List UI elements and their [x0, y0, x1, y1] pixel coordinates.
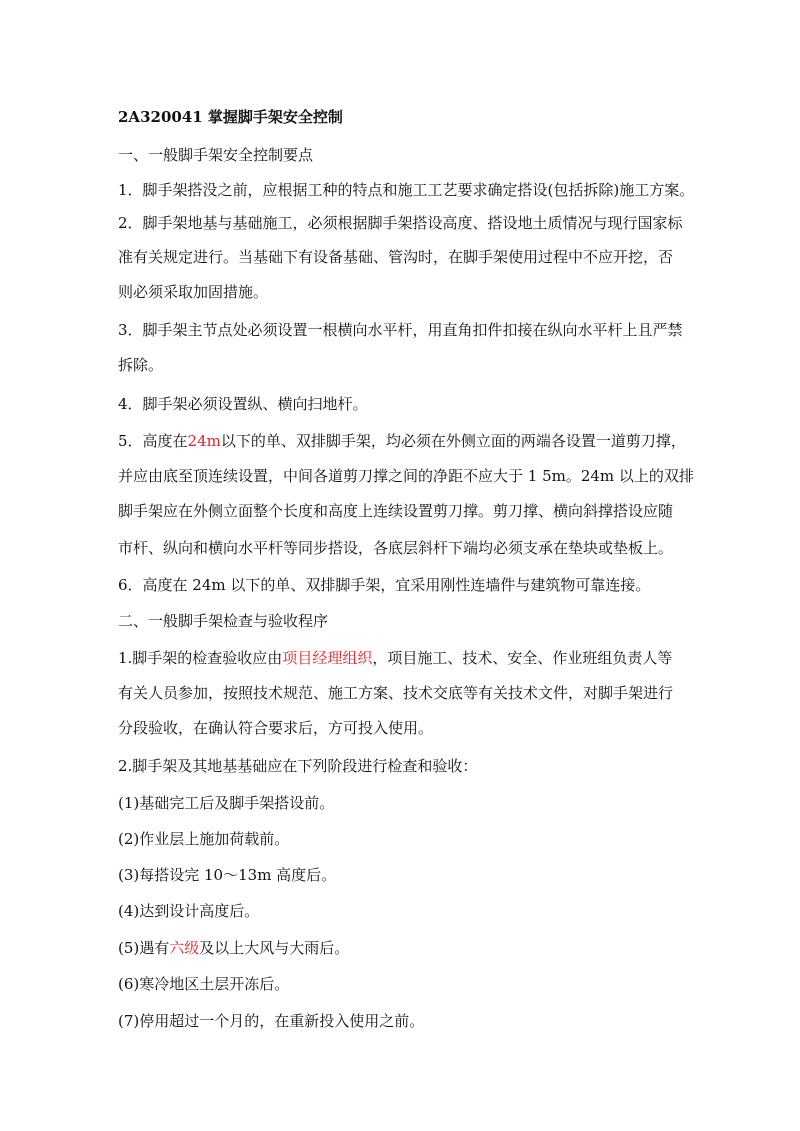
highlight-24m: 24m — [187, 432, 221, 450]
q1-line-3: 分段验收，在确认符合要求后，方可投入使用。 — [118, 719, 434, 737]
list-item-5 — [118, 936, 349, 960]
section-heading-1: 一、一般脚手架安全控制要点 — [118, 146, 314, 164]
list-item-6: (6)寒冷地区土层开冻后。 — [118, 975, 290, 993]
paragraph-3-line-1: 3．脚手架主节点处必须设置一根横向水平杆，用直角扣件扣接在纵向水平杆上且严禁 — [118, 321, 683, 339]
paragraph-2-line-2: 准有关规定进行。当基础下有设备基础、管沟时，在脚手架使用过程中不应开挖，否 — [118, 248, 674, 266]
q1-line-2: 有关人员参加，按照技术规范、施工方案、技术交底等有关技术文件，对脚手架进行 — [118, 684, 674, 702]
q2: 2.脚手架及其地基基础应在下列阶段进行检查和验收： — [118, 757, 478, 775]
paragraph-2-line-1: 2．脚手架地基与基础施工，必须根据脚手架搭设高度、搭设地土质情况与现行国家标 — [118, 214, 683, 232]
paragraph-2-line-3: 则必须采取加固措施。 — [118, 283, 269, 301]
list-item-3: (3)每搭设完 10～13m 高度后。 — [118, 866, 337, 884]
paragraph-1: 1．脚手架搭没之前，应根据工种的特点和施工工艺要求确定搭设(包括拆除)施工方案。 — [118, 181, 695, 199]
list-item-1: (1)基础完工后及脚手架搭设前。 — [118, 794, 335, 812]
list-item-5-text-b: 及以上大风与大雨后。 — [199, 939, 350, 957]
page-title: 2A320041 掌握脚手架安全控制 — [118, 108, 343, 126]
section-heading-2: 二、一般脚手架检查与验收程序 — [118, 612, 329, 630]
paragraph-5-text-a: 5．高度在 — [118, 432, 188, 450]
list-item-4: (4)达到设计高度后。 — [118, 902, 260, 920]
list-item-2: (2)作业层上施加荷载前。 — [118, 830, 290, 848]
paragraph-6: 6．高度在 24m 以下的单、双排脚手架，宜采用刚性连墙件与建筑物可靠连接。 — [118, 576, 651, 594]
paragraph-5-text-b: 以下的单、双排脚手架，均必须在外侧立面的两端各设置一道剪刀撑， — [220, 432, 686, 450]
paragraph-4: 4．脚手架必须设置纵、横向扫地杆。 — [118, 395, 368, 413]
q1-text-a: 1.脚手架的检查验收应由 — [118, 649, 283, 667]
highlight-project-manager: 项目经理组织 — [282, 649, 373, 667]
paragraph-5-line-4: 市杆、纵向和横向水平杆等同步搭设，各底层斜杆下端均必须支承在垫块或垫板上。 — [118, 539, 674, 557]
paragraph-5-line-2: 并应由底至顶连续设置，中间各道剪刀撑之间的净距不应大于 1 5m。24m 以上的双排 — [118, 467, 694, 485]
highlight-level-six: 六级 — [169, 939, 200, 957]
paragraph-3-line-2: 拆除。 — [118, 356, 164, 374]
q1-line-1 — [118, 646, 672, 670]
list-item-7: (7)停用超过一个月的，在重新投入使用之前。 — [118, 1012, 425, 1030]
list-item-5-text-a: (5)遇有 — [118, 939, 170, 957]
q1-text-b: ，项目施工、技术、安全、作业班组负责人等 — [372, 649, 673, 667]
paragraph-5-line-3: 脚手架应在外侧立面整个长度和高度上连续设置剪刀撑。剪刀撑、横向斜撑搭设应随 — [118, 502, 674, 520]
paragraph-5-line-1 — [118, 429, 686, 453]
